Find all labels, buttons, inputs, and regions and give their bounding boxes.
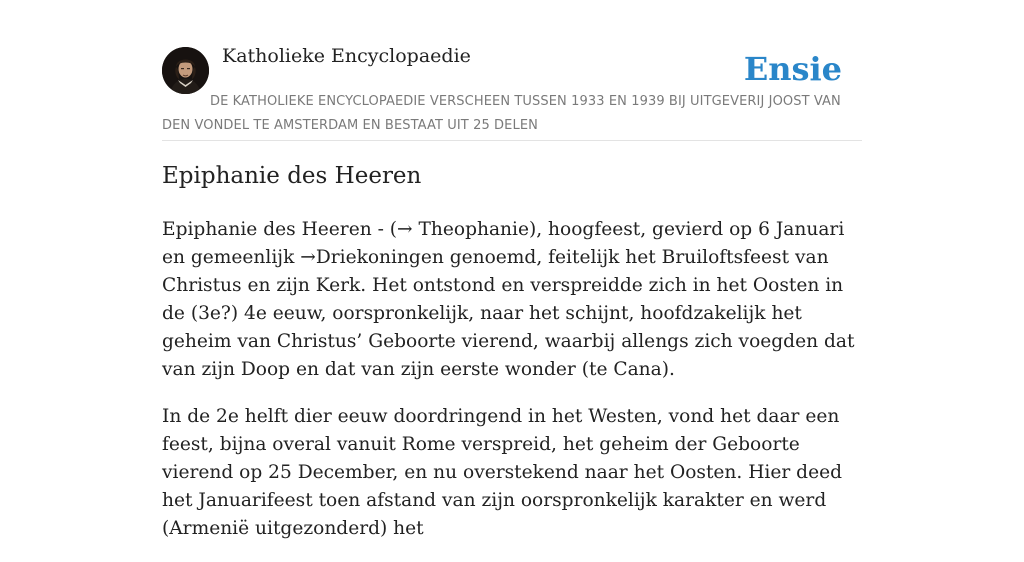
site-header: [162, 0, 862, 141]
portrait-icon: [162, 47, 209, 94]
site-avatar[interactable]: [162, 47, 209, 94]
brand-logo-link[interactable]: Ensie: [743, 50, 842, 88]
page: [162, 0, 862, 539]
article-paragraph: In de 2e helft dier eeuw doordringend in het Westen, vond het daar een feest, bijna overal vanuit Rome verspreid, het geheim der Geboorte vierend op 25 December, en nu overstekend naar het Oosten. Hier deed het Januarifeest toen afstand van zijn oorspronkelijk karakter en werd (Armenië uitgezonderd) het: [162, 406, 842, 539]
article-paragraph: Epiphanie des Heeren - (→ Theophanie), hoogfeest, gevierd op 6 Januari en gemeenlijk →Driekoningen genoemd, feitelijk het Bruiloftsfeest van Christus en zijn Kerk. Het ontstond en verspreidde zich in het Oosten in de (3e?) 4e eeuw, oorspronkelijk, naar het schijnt, hoofdzakelijk het geheim van Christus’ Geboorte vierend, waarbij allengs zich voegden dat van zijn Doop en dat van zijn eerste wonder (te Cana).: [162, 219, 855, 380]
article-body: [162, 216, 862, 562]
site-title[interactable]: Katholieke Encyclopaedie: [222, 45, 471, 67]
site-tagline: DE KATHOLIEKE ENCYCLOPAEDIE VERSCHEEN TUSSEN 1933 EN 1939 BIJ UITGEVERIJ JOOST VAN DEN VONDEL TE AMSTERDAM EN BESTAAT UIT 25 DELEN: [162, 94, 841, 133]
article-title: Epiphanie des Heeren: [162, 163, 422, 189]
